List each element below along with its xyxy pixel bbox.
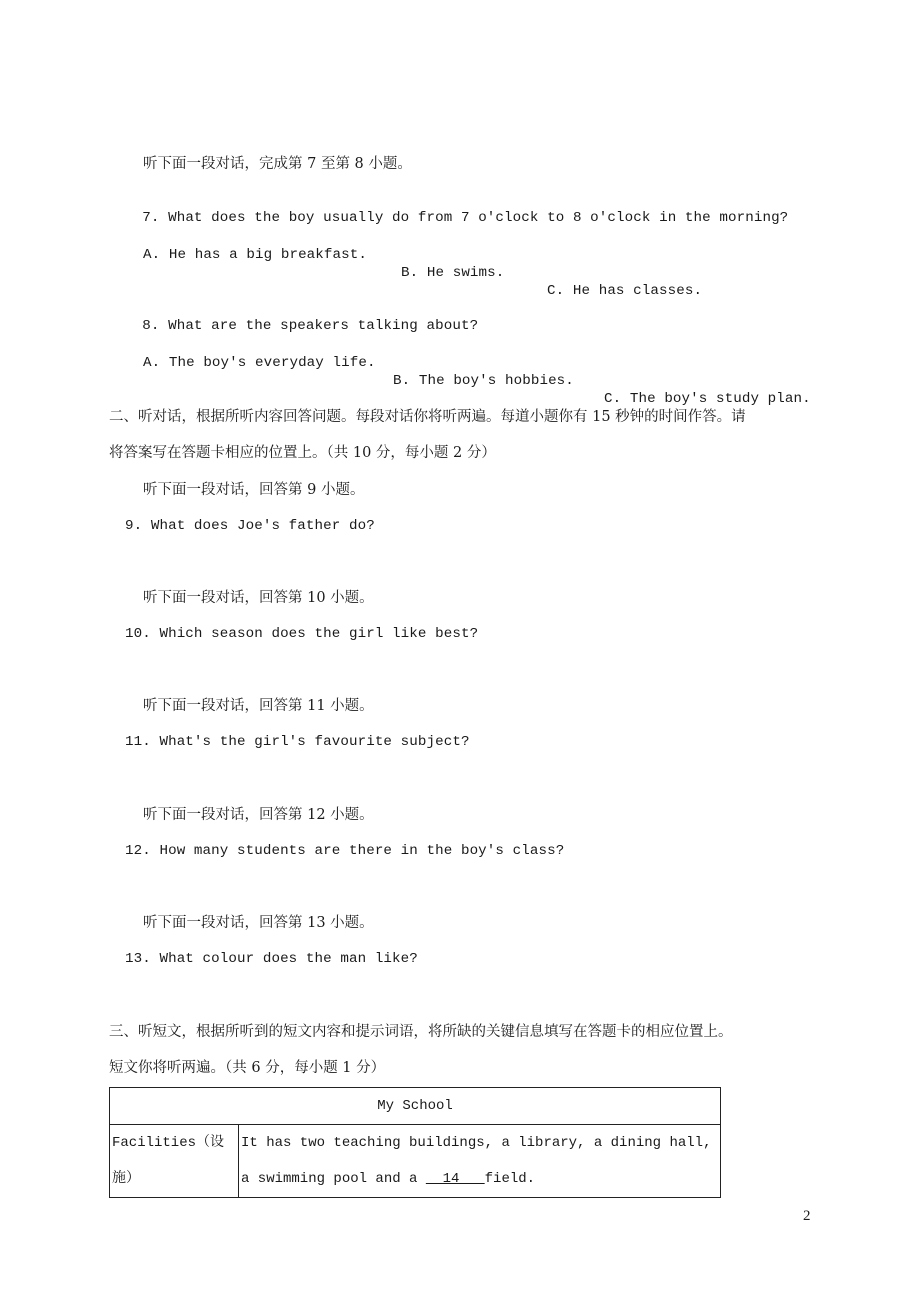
question-number: 10.: [125, 626, 151, 642]
my-school-table: [109, 1087, 721, 1198]
option-label: A.: [143, 247, 161, 263]
dialogue-intro-11: 听下面一段对话，回答第 11 小题。: [143, 698, 374, 714]
question-8: [125, 299, 478, 335]
table-title: My School: [110, 1088, 721, 1125]
dialogue-intro-10: 听下面一段对话，回答第 10 小题。: [143, 590, 374, 606]
question-number: 7.: [142, 210, 160, 226]
answer-blank-14[interactable]: 14: [425, 1171, 485, 1187]
question-text: What's the girl's favourite subject?: [159, 734, 470, 750]
content-text: field.: [484, 1171, 536, 1187]
option-text: He swims.: [426, 265, 505, 281]
question-text: What colour does the man like?: [159, 951, 418, 967]
option-a: [143, 246, 367, 264]
question-number: 9.: [125, 518, 143, 534]
question-13: [125, 950, 418, 968]
section-2-heading-line-2: 将答案写在答题卡相应的位置上。（共 10 分，每小题 2 分）: [109, 445, 496, 461]
question-text: What does Joe's father do?: [150, 518, 375, 534]
option-c: [604, 390, 811, 408]
dialogue-intro-13: 听下面一段对话，回答第 13 小题。: [143, 915, 374, 931]
option-c: [547, 282, 702, 300]
row-content-facilities: [239, 1125, 721, 1198]
question-7: [125, 191, 788, 227]
section-2-heading-line-1: 二、听对话，根据所听内容回答问题。每段对话你将听两遍。每道小题你有 15 秒钟的时间作答。请: [109, 409, 746, 425]
option-text: He has a big breakfast.: [168, 247, 367, 263]
question-number: 8.: [142, 318, 160, 334]
option-b: [393, 372, 574, 390]
dialogue-intro-9: 听下面一段对话，回答第 9 小题。: [143, 482, 365, 498]
option-label: C.: [604, 391, 622, 407]
question-text: What are the speakers talking about?: [168, 318, 479, 334]
option-text: The boy's study plan.: [629, 391, 811, 407]
option-b: [401, 264, 504, 282]
question-12: [125, 842, 564, 860]
page-number: 2: [803, 1208, 811, 1224]
question-number: 13.: [125, 951, 151, 967]
question-8-options: [143, 336, 843, 407]
option-label: A.: [143, 355, 161, 371]
table-header-row: [110, 1088, 721, 1125]
section-3-heading-line-2: 短文你将听两遍。（共 6 分，每小题 1 分）: [109, 1060, 386, 1076]
option-a: [143, 354, 376, 372]
question-text: How many students are there in the boy's class?: [159, 843, 565, 859]
option-label: B.: [401, 265, 419, 281]
table-row: [110, 1125, 721, 1198]
content-text: It has two teaching buildings, a library, a dining hall, a swimming pool and a: [241, 1135, 712, 1187]
section-3-heading-line-1: 三、听短文，根据所听到的短文内容和提示词语，将所缺的关键信息填写在答题卡的相应位置上。: [109, 1024, 733, 1040]
question-number: 11.: [125, 734, 151, 750]
question-number: 12.: [125, 843, 151, 859]
question-text: Which season does the girl like best?: [159, 626, 479, 642]
option-text: The boy's hobbies.: [418, 373, 574, 389]
option-label: C.: [547, 283, 565, 299]
question-9: [125, 517, 375, 535]
question-text: What does the boy usually do from 7 o'clock to 8 o'clock in the morning?: [168, 210, 789, 226]
question-11: [125, 733, 470, 751]
row-label-facilities: Facilities（设施）: [110, 1125, 239, 1198]
option-text: He has classes.: [572, 283, 703, 299]
question-7-options: [143, 228, 843, 299]
option-label: B.: [393, 373, 411, 389]
dialogue-intro-12: 听下面一段对话，回答第 12 小题。: [143, 807, 374, 823]
option-text: The boy's everyday life.: [168, 355, 376, 371]
dialogue-intro-7-8: 听下面一段对话，完成第 7 至第 8 小题。: [143, 156, 412, 172]
question-10: [125, 625, 478, 643]
